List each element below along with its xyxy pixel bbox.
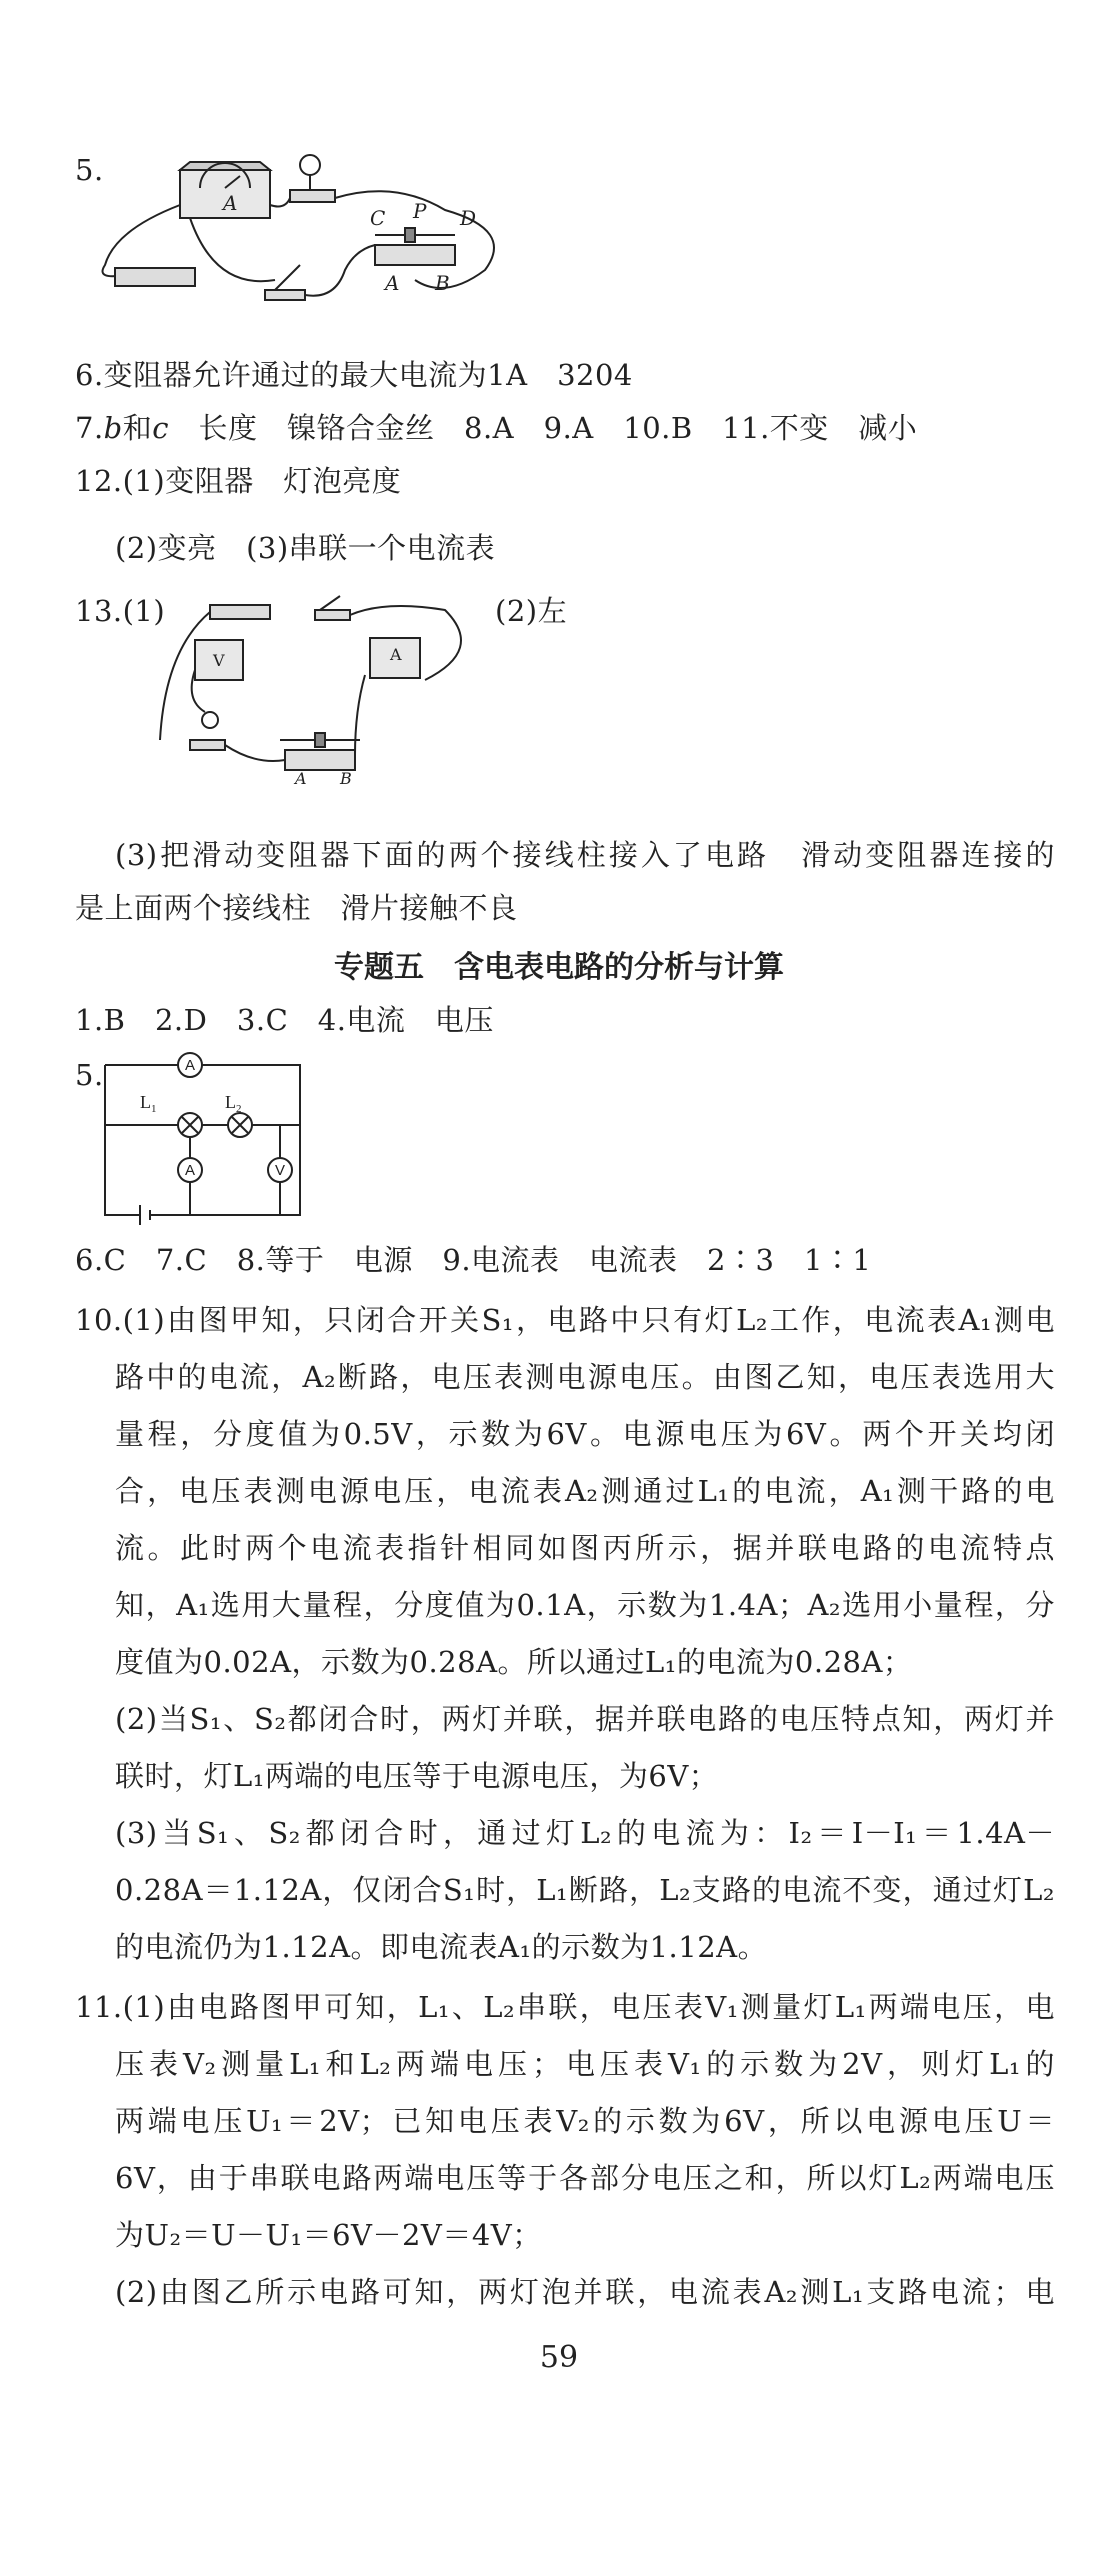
answer-q10-line7: 度值为0.02A，示数为0.28A。所以通过L₁的电流为0.28A；: [115, 1645, 913, 1679]
answer-q10-line11: 0.28A＝1.12A，仅闭合S₁时，L₁断路，L₂支路的电流不变，通过灯L₂: [115, 1873, 1055, 1907]
answer-q10-line8: (2)当S₁、S₂都闭合时，两灯并联，据并联电路的电压特点知，两灯并: [115, 1702, 1055, 1736]
answer-q10-line2: 路中的电流，A₂断路，电压表测电源电压。由图乙知，电压表选用大: [115, 1360, 1055, 1394]
answer-q10-line5: 流。此时两个电流表指针相同如图丙所示，据并联电路的电流特点: [115, 1531, 1055, 1565]
ammeter-2-label: A: [184, 1162, 196, 1179]
answer-s5-q1-4: 1.B 2.D 3.C 4.电流 电压: [75, 1003, 494, 1037]
answer-q12-1: 12.(1)变阻器 灯泡亮度: [75, 464, 402, 498]
q5-number: 5.: [75, 153, 104, 187]
answer-q10-line6: 知，A₁选用大量程，分度值为0.1A，示数为1.4A；A₂选用小量程，分: [115, 1588, 1055, 1622]
answer-q11-line2: 压表V₂测量L₁和L₂两端电压；电压表V₁的示数为2V，则灯L₁的: [115, 2047, 1055, 2081]
s5-q5-circuit-diagram: [95, 1050, 310, 1220]
answer-q13-3-line1: (3)把滑动变阻器下面的两个接线柱接入了电路 滑动变阻器连接的: [115, 838, 1055, 872]
answer-q6: 6.变阻器允许通过的最大电流为1A 3204: [75, 358, 633, 392]
s5-q5-number: 5.: [75, 1058, 104, 1092]
answer-q11-line6: (2)由图乙所示电路可知，两灯泡并联，电流表A₂测L₁支路电流；电: [115, 2275, 1055, 2309]
answer-q10-line10: (3)当S₁、S₂都闭合时，通过灯L₂的电流为：I₂＝I－I₁＝1.4A－: [115, 1816, 1055, 1850]
voltmeter-label: V: [213, 651, 225, 670]
answer-q11-line1: 11.(1)由电路图甲可知，L₁、L₂串联，电压表V₁测量灯L₁两端电压，电: [75, 1990, 1055, 2024]
lamp-l1-label: $L_1$: [140, 1092, 157, 1115]
terminal-a-label: A: [295, 769, 307, 788]
answer-q10-line9: 联时，灯L₁两端的电压等于电源电压，为6V；: [115, 1759, 719, 1793]
terminal-a-label: A: [385, 271, 400, 295]
answer-q12-2: (2)变亮 (3)串联一个电流表: [115, 531, 496, 565]
q5-circuit-diagram: [95, 150, 535, 320]
answer-q10-line1: 10.(1)由图甲知，只闭合开关S₁，电路中只有灯L₂工作，电流表A₁测电: [75, 1303, 1055, 1337]
page-number: 59: [539, 2340, 579, 2375]
lamp-l2-label: $L_2$: [225, 1092, 242, 1115]
q13-circuit-diagram: [155, 590, 485, 788]
answer-q10-line4: 合，电压表测电源电压，电流表A₂测通过L₁的电流，A₁测干路的电: [115, 1474, 1055, 1508]
answer-q13-3-line2: 是上面两个接线柱 滑片接触不良: [75, 891, 518, 925]
answer-q11-line4: 6V，由于串联电路两端电压等于各部分电压之和，所以灯L₂两端电压: [115, 2161, 1055, 2195]
answer-q10-line3: 量程，分度值为0.5V，示数为6V。电源电压为6V。两个开关均闭: [115, 1417, 1055, 1451]
terminal-b-label: B: [340, 769, 352, 788]
answer-q13-2: (2)左: [495, 594, 568, 628]
answer-q10-line12: 的电流仍为1.12A。即电流表A₁的示数为1.12A。: [115, 1930, 768, 1964]
ammeter-label: A: [223, 191, 238, 215]
voltmeter-label: V: [274, 1162, 286, 1179]
slider-p-label: P: [413, 199, 427, 223]
terminal-b-label: B: [435, 271, 450, 295]
section-title: 专题五 含电表电路的分析与计算: [334, 950, 784, 985]
q13-number: 13.(1): [75, 594, 166, 628]
answer-q11-line3: 两端电压U₁＝2V；已知电压表V₂的示数为6V，所以电源电压U＝: [115, 2104, 1055, 2138]
terminal-d-label: D: [460, 206, 477, 230]
ammeter-label: A: [390, 645, 402, 664]
answer-q11-line5: 为U₂＝U－U₁＝6V－2V＝4V；: [115, 2218, 542, 2252]
terminal-c-label: C: [370, 206, 386, 230]
ammeter-1-label: A: [184, 1057, 196, 1074]
answer-s5-q6-9: 6.C 7.C 8.等于 电源 9.电流表 电流表 2∶3 1∶1: [75, 1243, 872, 1277]
answer-q7-11: 7.b和c 长度 镍铬合金丝 8.A 9.A 10.B 11.不变 减小: [75, 411, 918, 445]
